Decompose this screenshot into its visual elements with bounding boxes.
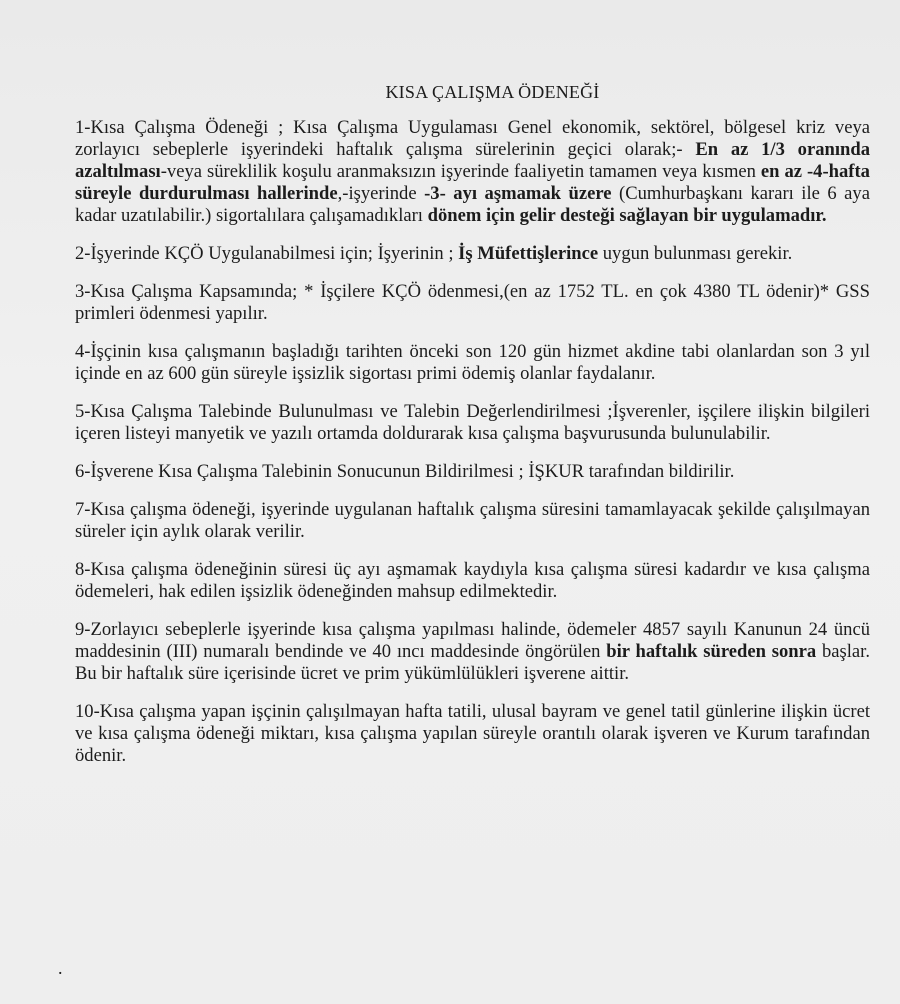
paragraph-7	[75, 499, 870, 543]
paragraph-9	[75, 619, 870, 685]
bold-text: bir haftalık süreden sonra	[606, 641, 817, 662]
text-run: uygun bulunması gerekir.	[598, 243, 793, 264]
text-run: 9-Zorlayıcı sebeplerle işyerinde kısa çalışma yapılması halinde, ödemeler 4857 sayılı Kanunun 24 üncü maddesinin (III) numaralı bendinde ve 40 ıncı maddesinde öngörülen	[75, 619, 870, 662]
paragraph-8	[75, 559, 870, 603]
paragraph-4	[75, 341, 870, 385]
text-run: 2-İşyerinde KÇÖ Uygulanabilmesi için; İşyerinin ;	[75, 243, 459, 264]
text-run: (Cumhurbaşkanı kararı ile 6 aya kadar uzatılabilir.) sigortalılara çalışamadıkları	[75, 183, 870, 226]
bold-text: İş Müfettişlerince	[458, 243, 599, 264]
bold-text: En az 1/3 oranında azaltılması	[75, 139, 870, 182]
text-run: 8-Kısa çalışma ödeneğinin süresi üç ayı aşmamak kaydıyla kısa çalışma süresi kadardır ve kısa çalışma ödemeleri, hak edilen işsizlik ödeneğinden mahsup edilmektedir.	[75, 559, 870, 602]
paragraph-3	[75, 281, 870, 325]
bold-text: -3- ayı aşmamak üzere	[424, 183, 612, 204]
trailing-mark: .	[58, 958, 63, 978]
text-run: 4-İşçinin kısa çalışmanın başladığı tarihten önceki son 120 gün hizmet akdine tabi olanlardan son 3 yıl içinde en az 600 gün süreyle işsizlik sigortası primi ödemiş olanlar faydalanır.	[75, 341, 870, 384]
text-run: 3-Kısa Çalışma Kapsamında; * İşçilere KÇÖ ödenmesi,(en az 1752 TL. en çok 4380 TL ödenir)* GSS primleri ödenmesi yapılır.	[75, 281, 870, 324]
text-run: 5-Kısa Çalışma Talebinde Bulunulması ve Talebin Değerlendirilmesi ;İşverenler, işçilere ilişkin bilgileri içeren listeyi manyetik ve yazılı ortamda doldurarak kısa çalışma başvurusunda bulunulabilir.	[75, 401, 870, 444]
text-run: 6-İşverene Kısa Çalışma Talebinin Sonucunun Bildirilmesi ; İŞKUR tarafından bildirilir.	[75, 461, 735, 482]
document-title: KISA ÇALIŞMA ÖDENEĞİ	[385, 82, 600, 102]
bold-text: dönem için gelir desteği sağlayan bir uygulamadır.	[427, 205, 827, 226]
paragraph-5	[75, 401, 870, 445]
document-body	[75, 117, 870, 767]
text-run: 10-Kısa çalışma yapan işçinin çalışılmayan hafta tatili, ulusal bayram ve genel tatil günlerine ilişkin ücret ve kısa çalışma ödeneği miktarı, kısa çalışma yapılan süreyle orantılı olarak işveren ve Kurum tarafından ödenir.	[75, 701, 870, 766]
paragraph-6	[75, 461, 870, 483]
paragraph-2	[75, 243, 870, 265]
paragraph-1	[75, 117, 870, 227]
text-run: ,-işyerinde	[337, 183, 425, 204]
text-run: 7-Kısa çalışma ödeneği, işyerinde uygulanan haftalık çalışma süresini tamamlayacak şekilde çalışılmayan süreler için aylık olarak verilir.	[75, 499, 870, 542]
paragraph-10	[75, 701, 870, 767]
text-run: 1-Kısa Çalışma Ödeneği ; Kısa Çalışma Uygulaması Genel ekonomik, sektörel, bölgesel kriz veya zorlayıcı sebeplerle işyerindeki haftalık çalışma sürelerinin geçici olarak;-	[75, 117, 870, 160]
text-run: -veya süreklilik koşulu aranmaksızın işyerinde faaliyetin tamamen veya kısmen	[160, 161, 761, 182]
text-run: başlar. Bu bir haftalık süre içerisinde ücret ve prim yükümlülükleri işverene aittir.	[75, 641, 870, 684]
bold-text: en az -4-hafta süreyle durdurulması hallerinde	[75, 161, 870, 204]
